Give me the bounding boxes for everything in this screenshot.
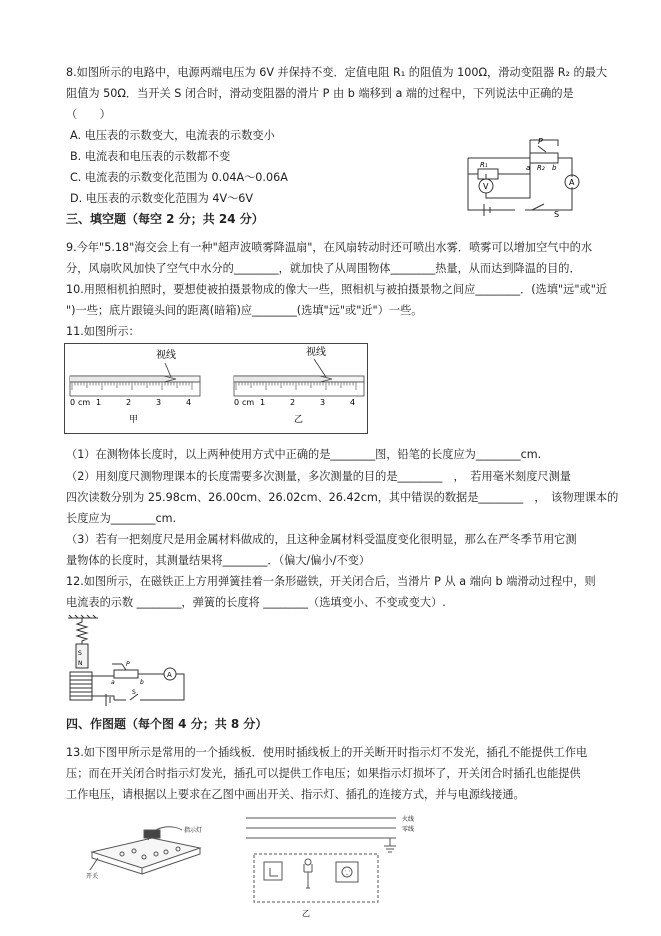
q11-part2-line1: （2）用刻度尺测物理课本的长度需要多次测量，多次测量的目的是________ ， 若用毫米刻度尺测量 (66, 470, 571, 483)
q11-tick-1-right: 1 (260, 398, 266, 407)
q12-fig-s-pole: S (78, 650, 82, 657)
q8-fig-b-label: b (552, 164, 557, 172)
q13-line1: 13.如下图甲所示是常用的一个插线板．使用时插线板上的开关断开时指示灯不发光，插孔不能提供工作电 (66, 746, 588, 759)
q11-sight-left: 视线 (156, 350, 176, 361)
q13-fig-label-yi: 乙 (302, 909, 310, 918)
q11-tick-4-left: 4 (186, 398, 192, 407)
q11-tick-2-left: 2 (126, 398, 132, 407)
q12-magnet-figure (64, 614, 194, 706)
q8-line1: 8.如图所示的电路中，电源两端电压为 6V 并保持不变．定值电阻 R₁ 的阻值为 100Ω，滑动变阻器 R₂ 的最大 (66, 66, 608, 79)
q11-tick-3-right: 3 (320, 398, 326, 407)
q12-fig-n-pole: N (78, 660, 83, 667)
q8-fig-ammeter: A (569, 178, 575, 187)
q13-fig-neutral-wire: 零线 (402, 826, 415, 833)
q8-fig-p-label: P (538, 137, 543, 146)
q8-fig-r1-label: R₁ (480, 161, 488, 169)
q11-tick-3-left: 3 (156, 398, 162, 407)
q11-tick-0-right: 0 (234, 398, 240, 407)
q8-option-d: D. 电压表的示数变化范围为 4V～6V (70, 192, 254, 205)
q11-tick-1-left: 1 (96, 398, 102, 407)
q13-wiring-figure (238, 812, 415, 928)
q12-fig-b-label: b (140, 679, 144, 686)
q11-part1: （1）在测物体长度时，以上两种使用方式中正确的是________图，铅笔的长度应为________cm. (66, 448, 542, 461)
q8-bracket: （ ） (66, 108, 111, 121)
q11-tick-4-right: 4 (350, 398, 356, 407)
section4-title: 四、作图题（每个图 4 分；共 8 分） (66, 717, 268, 731)
q13-power-strip-figure (82, 818, 214, 880)
q13-fig-switch-label: 开关 (86, 873, 99, 880)
q11-sight-right: 视线 (306, 347, 326, 358)
q11-tick-0-left: 0 (70, 398, 76, 407)
q11-tick-cm-right: cm (242, 398, 255, 407)
q11-intro: 11.如图所示： (66, 325, 140, 338)
q12-fig-ammeter: A (167, 671, 172, 679)
q11-tick-cm-left: cm (78, 398, 91, 407)
q8-fig-a-label: a (526, 164, 531, 172)
section3-title: 三、填空题（每空 2 分；共 24 分） (66, 212, 264, 226)
q8-option-b: B. 电流表和电压表的示数都不变 (70, 150, 231, 163)
q11-part2-line3: 长度应为________cm. (66, 512, 177, 525)
q13-fig-live-wire: 火线 (402, 816, 415, 823)
q11-ruler-figure (64, 343, 368, 434)
q12-line2: 电流表的示数 ________，弹簧的长度将 ________（选填变小、不变或变大）. (66, 596, 446, 609)
q13-line2: 压；而在开关闭合时指示灯发光，插孔可以提供工作电压；如果指示灯损坏了，开关闭合时插孔也能提供 (66, 767, 581, 780)
q11-label-jia: 甲 (129, 415, 139, 425)
q13-line3: 工作电压，请根据以上要求在乙图中画出开关、指示灯、插孔的连接方式，并与电源线接通。 (66, 788, 525, 801)
q11-tick-2-right: 2 (290, 398, 296, 407)
q11-part2-line2: 四次读数分别为 25.98cm、26.00cm、26.02cm、26.42cm，其中错误的数据是________ ， 该物理课本的 (66, 491, 619, 504)
q10-line2: ")一些；底片跟镜头间的距离(暗箱)应________(选填"远"或"近"）一些。 (66, 304, 423, 317)
q10-line1: 10.用照相机拍照时，要想使被拍摄景物成的像大一些，照相机与被拍摄景物之间应________．(选填"远"或"近 (66, 283, 608, 296)
q12-fig-a-label: a (111, 679, 115, 686)
q8-option-a: A. 电压表的示数变大，电流表的示数变小 (70, 129, 275, 142)
q8-option-c: C. 电流表的示数变化范围为 0.04A～0.06A (70, 171, 288, 184)
q9-line2: 分，风扇吹风加快了空气中水分的________，就加快了从周围物体________热量，从而达到降温的目的． (66, 262, 581, 275)
q12-fig-switch-label: S (132, 689, 136, 696)
q8-line2: 阻值为 50Ω．当开关 S 闭合时，滑动变阻器的滑片 P 由 b 端移到 a 端的过程中，下列说法中正确的是 (66, 87, 574, 100)
q12-line1: 12.如图所示，在磁铁正上方用弹簧挂着一条形磁铁，开关闭合后，当滑片 P 从 a 端向 b 端滑动过程中，则 (66, 575, 596, 588)
q8-fig-switch-label: S (554, 210, 560, 219)
q11-part3-line2: 量物体的长度时，其测量结果将________．（偏大/偏小/不变） (66, 554, 371, 567)
q11-label-yi: 乙 (294, 415, 304, 425)
q8-fig-r2-label: R₂ (537, 164, 545, 172)
q8-fig-voltmeter: V (483, 182, 489, 191)
q12-fig-p-label: P (126, 661, 130, 668)
q13-fig-indicator-label: 指示灯 (184, 827, 203, 834)
q8-circuit-figure (440, 132, 600, 224)
q9-line1: 9.今年"5.18"海交会上有一种"超声波喷雾降温扇"，在风扇转动时还可喷出水雾．喷雾可以增加空气中的水 (66, 241, 593, 254)
q11-part3-line1: （3）若有一把刻度尺是用金属材料做成的，且这种金属材料受温度变化很明显，那么在严冬季节用它测 (66, 533, 577, 546)
